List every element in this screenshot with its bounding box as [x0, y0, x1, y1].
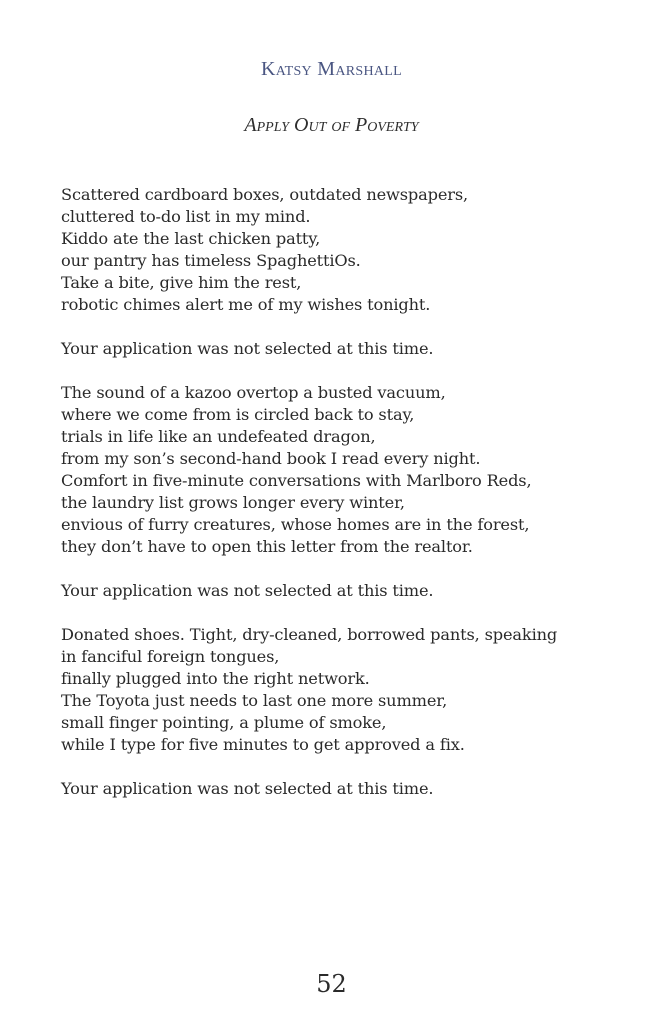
poem-line: robotic chimes alert me of my wishes tonight.	[61, 295, 431, 314]
poem-body	[61, 184, 641, 822]
poem-line: envious of furry creatures, whose homes are in the forest,	[61, 515, 530, 534]
stanza	[61, 382, 641, 558]
stanza	[61, 624, 641, 756]
poem-line: from my son’s second-hand book I read every night.	[61, 449, 481, 468]
poem-line: they don’t have to open this letter from the realtor.	[61, 537, 473, 556]
poem-line: Donated shoes. Tight, dry-cleaned, borrowed pants, speaking	[61, 625, 558, 644]
refrain-line: Your application was not selected at this time.	[61, 339, 434, 358]
poem-line: The sound of a kazoo overtop a busted vacuum,	[61, 383, 446, 402]
poem-line: Scattered cardboard boxes, outdated newspapers,	[61, 185, 469, 204]
poem-title: Apply Out of Poverty	[244, 114, 419, 136]
author-name: Katsy Marshall	[261, 58, 402, 80]
poem-line: our pantry has timeless SpaghettiOs.	[61, 251, 361, 270]
refrain	[61, 580, 641, 602]
poem-line: the laundry list grows longer every winter,	[61, 493, 405, 512]
poem-line: cluttered to-do list in my mind.	[61, 207, 311, 226]
refrain	[61, 778, 641, 800]
refrain-line: Your application was not selected at this time.	[61, 581, 434, 600]
poem-line: where we come from is circled back to stay,	[61, 405, 415, 424]
poem-line: The Toyota just needs to last one more summer,	[61, 691, 448, 710]
stanza	[61, 184, 641, 316]
poem-line: finally plugged into the right network.	[61, 669, 370, 688]
refrain	[61, 338, 641, 360]
poem-line: Take a bite, give him the rest,	[61, 273, 302, 292]
poem-line: Kiddo ate the last chicken patty,	[61, 229, 321, 248]
poem-line: Comfort in five-minute conversations with Marlboro Reds,	[61, 471, 532, 490]
refrain-line: Your application was not selected at this time.	[61, 779, 434, 798]
poem-line: while I type for five minutes to get approved a fix.	[61, 735, 465, 754]
poem-line: trials in life like an undefeated dragon,	[61, 427, 376, 446]
poem-line: in fanciful foreign tongues,	[61, 647, 280, 666]
poem-line: small finger pointing, a plume of smoke,	[61, 713, 387, 732]
page-number: 52	[316, 970, 347, 998]
